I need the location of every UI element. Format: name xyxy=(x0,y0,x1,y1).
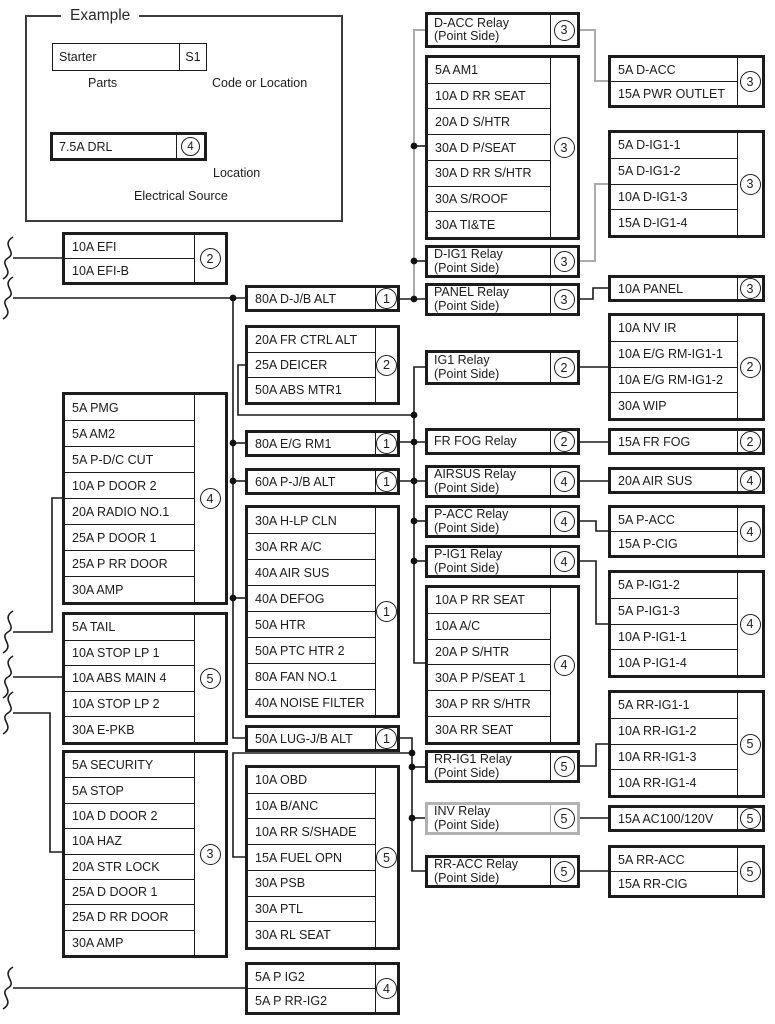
location-number-badge: 2 xyxy=(200,248,221,269)
pmg-fuses-group xyxy=(62,392,228,605)
lug-jb-alt-group xyxy=(245,725,400,752)
relay-name-line: PANEL Relay xyxy=(434,285,510,299)
fuse-label: 10A RR S/SHADE xyxy=(248,819,375,845)
fuse-label: 20A FR CTRL ALT xyxy=(248,328,375,353)
location-number-badge: 5 xyxy=(554,756,575,777)
example-source-box xyxy=(50,132,207,161)
relay-name xyxy=(428,753,550,780)
eg-rm1-group xyxy=(245,430,400,457)
fuse-label: 10A B/ANC xyxy=(248,794,375,820)
fuse-label: 25A DEICER xyxy=(248,353,375,378)
fuse-label: 30A PTL xyxy=(248,897,375,923)
relay-name-line: (Point Side) xyxy=(434,817,500,832)
p-ig1-fuses-group xyxy=(608,570,765,678)
relay-name-line: RR-ACC Relay xyxy=(434,857,519,871)
fuse-label: 40A DEFOG xyxy=(248,586,375,612)
obd-fuses-group xyxy=(245,765,400,950)
fuse-label: 5A RR-IG1-1 xyxy=(611,693,737,719)
off-page-connector-squiggle xyxy=(3,656,13,698)
fuse-label: 10A STOP LP 2 xyxy=(65,692,194,718)
relay-name xyxy=(428,431,550,452)
relay-name-line: RR-IG1 Relay xyxy=(434,752,512,766)
fuse-label: 30A D P/SEAT xyxy=(428,135,550,161)
caption-parts: Parts xyxy=(88,76,118,90)
example-source-label: 7.5A DRL xyxy=(53,135,177,158)
d-ig1-relay-box xyxy=(425,245,580,278)
p-jb-alt-group xyxy=(245,468,400,495)
location-number-badge: 3 xyxy=(554,137,575,158)
relay-name xyxy=(428,286,550,313)
caption-location: Location xyxy=(213,166,261,180)
location-number-badge: 3 xyxy=(554,289,575,310)
relay-name xyxy=(428,508,550,535)
fuse-label: 5A SECURITY xyxy=(65,753,194,778)
location-number-badge: 5 xyxy=(554,808,575,829)
relay-name-line: P-IG1 Relay xyxy=(434,547,503,561)
location-number-badge: 1 xyxy=(376,288,397,309)
relay-name-line: (Point Side) xyxy=(434,29,500,43)
fuse-label: 5A PMG xyxy=(65,395,194,421)
fuse-label: 30A S/ROOF xyxy=(428,187,550,213)
fuse-label: 10A P-IG1-1 xyxy=(611,625,737,651)
d-acc-relay-box xyxy=(425,12,580,48)
location-number-badge: 4 xyxy=(376,978,397,999)
relay-name-line: (Point Side) xyxy=(434,298,500,313)
relay-name xyxy=(428,353,550,382)
fuse-label: 10A RR-IG1-3 xyxy=(611,745,737,771)
relay-name-line: P-ACC Relay xyxy=(434,507,509,521)
fuse-label: 25A D RR DOOR xyxy=(65,905,194,930)
fuse-label: 30A AMP xyxy=(72,935,124,950)
fuse-label: 15A P-CIG xyxy=(618,536,678,551)
fuse-label: 5A AM1 xyxy=(428,58,550,84)
panel-relay-box xyxy=(425,283,580,316)
tail-fuses-group xyxy=(62,612,228,745)
fuse-label: 5A P-ACC xyxy=(611,508,737,532)
fuse-label: 10A P DOOR 2 xyxy=(65,473,194,499)
relay-name xyxy=(428,248,550,275)
off-page-connector-squiggle xyxy=(3,692,13,734)
location-number-badge: 2 xyxy=(554,357,575,378)
fuse-label: 10A STOP LP 1 xyxy=(65,641,194,667)
location-number-badge: 4 xyxy=(740,614,761,635)
p-acc-fuses-group xyxy=(608,505,765,558)
location-number-badge: 5 xyxy=(376,847,397,868)
d-ig1-fuses-group xyxy=(608,130,765,238)
efi-fuses-group xyxy=(62,232,228,285)
inv-relay-box xyxy=(425,802,580,835)
fuse-label: 20A STR LOCK xyxy=(65,855,194,880)
fuse-label: 50A LUG-J/B ALT xyxy=(255,731,353,746)
fuse-label: 30A PSB xyxy=(248,871,375,897)
location-number-badge: 5 xyxy=(740,734,761,755)
fr-fog-fuse-group xyxy=(608,428,765,455)
fuse-label: 10A RR-IG1-4 xyxy=(618,775,697,790)
fuse-label: 10A EFI-B xyxy=(72,263,129,278)
location-number-badge: 3 xyxy=(740,278,761,299)
location-number-badge: 1 xyxy=(376,601,397,622)
fuse-label: 10A PANEL xyxy=(618,281,684,296)
fuse-label: 5A AM2 xyxy=(65,421,194,447)
fuse-label: 10A D-IG1-3 xyxy=(611,185,737,211)
example-parts-label: Starter xyxy=(53,44,180,70)
fuse-label: 5A P IG2 xyxy=(248,965,375,989)
fuse-label: 20A D S/HTR xyxy=(428,109,550,135)
air-sus-fuse-group xyxy=(608,467,765,494)
fuse-label: 50A HTR xyxy=(248,612,375,638)
relay-name-line: (Point Side) xyxy=(434,480,500,495)
ac-outlet-fuse-group xyxy=(608,805,765,832)
location-number-badge: 3 xyxy=(554,20,575,41)
fuse-label: 30A WIP xyxy=(618,398,667,413)
location-number-badge: 2 xyxy=(554,431,575,452)
nv-ir-fuses-group xyxy=(608,313,765,421)
am1-fuses-group xyxy=(425,55,580,240)
fuse-label: 50A PTC HTR 2 xyxy=(248,638,375,664)
fuse-label: 5A STOP xyxy=(65,778,194,803)
relay-name-line: (Point Side) xyxy=(434,870,500,885)
off-page-connector-squiggle xyxy=(3,277,13,319)
fuse-label: 30A E-PKB xyxy=(72,722,135,737)
p-ig2-fuses-group xyxy=(245,962,400,1015)
fuse-label: 20A RADIO NO.1 xyxy=(65,499,194,525)
fuse-label: 80A FAN NO.1 xyxy=(248,664,375,690)
location-number-badge: 4 xyxy=(554,471,575,492)
fuse-label: 5A P-IG1-2 xyxy=(611,573,737,599)
fuse-label: 25A P RR DOOR xyxy=(65,551,194,577)
p-rr-seat-fuses-group xyxy=(425,585,580,745)
location-number-badge: 3 xyxy=(740,174,761,195)
fuse-label: 30A RR SEAT xyxy=(435,722,514,737)
fuse-label: 10A NV IR xyxy=(611,316,737,342)
relay-name-line: (Point Side) xyxy=(434,765,500,780)
location-number-badge: 2 xyxy=(376,355,397,376)
relay-name-line: D-IG1 Relay xyxy=(434,247,503,261)
fuse-label: 5A TAIL xyxy=(65,615,194,641)
fuse-label: 50A ABS MTR1 xyxy=(255,383,342,397)
fuse-label: 5A P RR-IG2 xyxy=(255,993,328,1008)
fuse-label: 80A D-J/B ALT xyxy=(255,291,337,306)
relay-name xyxy=(428,858,550,885)
location-number-badge: 5 xyxy=(740,861,761,882)
location-number-badge: 4 xyxy=(554,551,575,572)
fuse-label: 10A EFI xyxy=(65,235,194,259)
fuse-label: 10A D DOOR 2 xyxy=(65,804,194,829)
relay-name-line: (Point Side) xyxy=(434,560,500,575)
fuse-label: 30A P P/SEAT 1 xyxy=(428,665,550,691)
airsus-relay-box xyxy=(425,465,580,498)
caption-code-or-location: Code or Location xyxy=(212,76,308,90)
fuse-label: 15A AC100/120V xyxy=(618,811,714,826)
location-number-badge: 4 xyxy=(740,470,761,491)
fuse-label: 25A D DOOR 1 xyxy=(65,880,194,905)
fuse-label: 10A A/C xyxy=(428,614,550,640)
location-number-badge: 1 xyxy=(376,471,397,492)
fuse-label: 5A D-ACC xyxy=(611,58,737,82)
fuse-label: 10A P RR SEAT xyxy=(428,588,550,614)
fuse-label: 10A HAZ xyxy=(65,829,194,854)
fuse-label: 10A RR-IG1-2 xyxy=(611,719,737,745)
fuse-label: 15A PWR OUTLET xyxy=(618,86,725,101)
relay-name-line: FR FOG Relay xyxy=(434,433,517,448)
caption-electrical-source: Electrical Source xyxy=(134,189,228,203)
fuse-label: 30A RL SEAT xyxy=(255,927,331,942)
location-number-badge: 5 xyxy=(200,668,221,689)
relay-name xyxy=(428,805,550,832)
fuse-label: 60A P-J/B ALT xyxy=(255,474,336,489)
fuse-label: 25A P DOOR 1 xyxy=(65,525,194,551)
location-number-badge: 3 xyxy=(200,844,221,865)
relay-name-line: AIRSUS Relay xyxy=(434,467,516,481)
rr-acc-fuses-group xyxy=(608,845,765,898)
fuse-label: 5A P-IG1-3 xyxy=(611,599,737,625)
fuse-label: 15A FR FOG xyxy=(618,434,691,449)
off-page-connector-squiggle xyxy=(3,611,13,653)
fuse-label: 30A P RR S/HTR xyxy=(428,691,550,717)
security-fuses-group xyxy=(62,750,228,958)
fuse-label: 10A OBD xyxy=(248,768,375,794)
relay-name-line: (Point Side) xyxy=(434,520,500,535)
location-number-badge: 4 xyxy=(554,511,575,532)
fuse-label: 30A D RR S/HTR xyxy=(428,161,550,187)
rr-ig1-fuses-group xyxy=(608,690,765,798)
p-acc-relay-box xyxy=(425,505,580,538)
fuse-label: 10A P-IG1-4 xyxy=(618,655,687,670)
location-number-badge: 5 xyxy=(554,861,575,882)
example-parts-code: S1 xyxy=(185,50,201,64)
relay-name xyxy=(428,468,550,495)
fuse-label: 40A NOISE FILTER xyxy=(255,695,365,710)
fuse-label: 15A D-IG1-4 xyxy=(618,215,688,230)
fuse-label: 20A AIR SUS xyxy=(618,473,693,488)
fuse-label: 5A P-D/C CUT xyxy=(65,447,194,473)
relay-name-line: D-ACC Relay xyxy=(434,15,510,30)
p-ig1-relay-box xyxy=(425,545,580,578)
panel-fuse-group xyxy=(608,275,765,302)
d-acc-fuses-group xyxy=(608,55,765,108)
fuse-label: 80A E/G RM1 xyxy=(255,436,332,451)
relay-name-line: IG1 Relay xyxy=(434,353,490,367)
fuse-label: 30A TI&TE xyxy=(435,217,496,232)
fuse-label: 10A ABS MAIN 4 xyxy=(65,666,194,692)
fuse-label: 5A RR-ACC xyxy=(611,848,737,872)
location-number-badge: 4 xyxy=(740,521,761,542)
location-number-badge: 3 xyxy=(740,71,761,92)
relay-name-line: (Point Side) xyxy=(434,260,500,275)
example-location-badge: 4 xyxy=(181,137,200,156)
location-number-badge: 1 xyxy=(376,433,397,454)
location-number-badge: 2 xyxy=(740,357,761,378)
relay-name xyxy=(428,15,550,45)
fuse-label: 20A P S/HTR xyxy=(428,640,550,666)
location-number-badge: 4 xyxy=(554,655,575,676)
location-number-badge: 3 xyxy=(554,251,575,272)
ig1-relay-box xyxy=(425,350,580,385)
relay-name-line: INV Relay xyxy=(434,804,491,818)
location-number-badge: 4 xyxy=(200,488,221,509)
off-page-connector-squiggle xyxy=(3,967,13,1009)
d-jb-alt-group xyxy=(245,285,400,312)
relay-name-line: (Point Side) xyxy=(434,366,500,381)
rr-acc-relay-box xyxy=(425,855,580,888)
fuse-label: 10A E/G RM-IG1-1 xyxy=(611,342,737,368)
fuse-label: 10A E/G RM-IG1-2 xyxy=(611,368,737,394)
relay-name xyxy=(428,548,550,575)
fuse-label: 40A AIR SUS xyxy=(248,560,375,586)
fuse-label: 15A FUEL OPN xyxy=(248,845,375,871)
example-title: Example xyxy=(61,7,139,25)
fuse-label: 30A AMP xyxy=(72,582,124,597)
fuse-label: 30A RR A/C xyxy=(248,534,375,560)
fuse-label: 30A H-LP CLN xyxy=(248,508,375,534)
fuse-label: 15A RR-CIG xyxy=(618,876,688,891)
example-parts-box xyxy=(52,43,207,71)
location-number-badge: 1 xyxy=(376,728,397,749)
hlp-fuses-group xyxy=(245,505,400,718)
rr-ig1-relay-box xyxy=(425,750,580,783)
fuse-label: 5A D-IG1-2 xyxy=(611,159,737,185)
location-number-badge: 2 xyxy=(740,431,761,452)
location-number-badge: 5 xyxy=(740,808,761,829)
fuse-label: 10A D RR SEAT xyxy=(428,84,550,110)
fr-fog-relay-box xyxy=(425,428,580,455)
off-page-connector-squiggle xyxy=(3,237,13,279)
fr-ctrl-fuses-group xyxy=(245,325,400,405)
fuse-label: 5A D-IG1-1 xyxy=(611,133,737,159)
